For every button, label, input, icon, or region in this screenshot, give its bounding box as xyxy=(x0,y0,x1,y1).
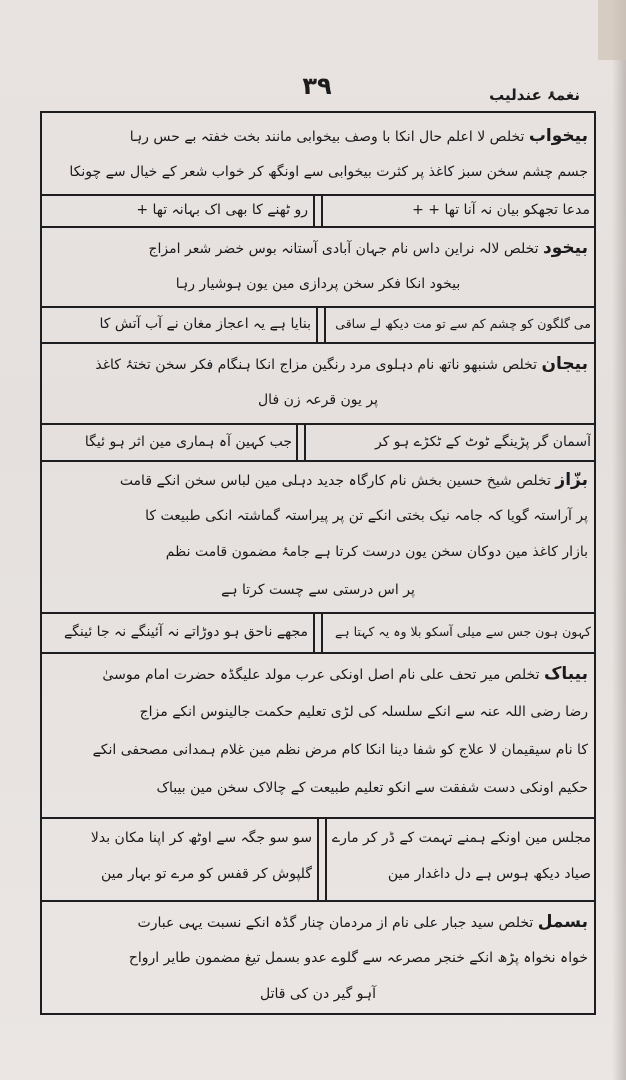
couplet-first-hemistich: کہون ہون جس سے میلی آسکو بلا وہ یہ کہتا ہے xyxy=(334,624,591,639)
entry-line: خواہ نخواہ پڑھ انکے خنجر مصرعہ سے گلوے عدو بسمل تیغ مضمون طایر ارواح xyxy=(128,950,588,966)
entry-line xyxy=(48,352,588,377)
couplet-second-hemistich: جب کہین آہ ہماری مین اثر ہو ئیگا xyxy=(84,434,292,450)
couplet-second-hemistich: رو ٹھنے کا بھی اک بہانہ تھا + xyxy=(136,202,308,218)
couplet-first-hemistich: آسمان گر پڑینگے ٹوٹ کے ٹکڑے ہو کر xyxy=(374,434,591,450)
couplet-second-hemistich: گلپوش کر قفس کو مرے تو بہار مین xyxy=(101,866,312,882)
entry-line: جسم چشم سخن سبز کاغذ پر کثرت بیخوابی سے اونگھ کر خواب شعر کے خیال سے چونکا xyxy=(69,164,588,180)
couplet-divider xyxy=(321,612,323,654)
couplet-first-hemistich: مدعا تجھکو بیان نہ آنا تھا + + xyxy=(412,202,590,218)
row-divider xyxy=(40,423,596,425)
entry-line xyxy=(48,662,588,687)
couplet-divider xyxy=(313,612,315,654)
entry-line xyxy=(48,468,588,493)
couplet-divider xyxy=(296,423,298,462)
page-edge-shadow xyxy=(612,0,626,1080)
entry-line: حکیم اونکی دست شفقت سے انکو تعلیم طبیعت کے چالاک سخن مین بیباک xyxy=(156,780,588,796)
couplet-divider xyxy=(317,817,319,902)
entry-text: تخلص لالہ نراین داس نام جہان آبادی آستانہ بوس خضر شعر امزاج xyxy=(148,241,539,257)
row-divider xyxy=(40,342,596,344)
entry-text: تخلص شیخ حسین بخش نام کارگاہ جدید دہلی مین لباس سخن انکے قامت xyxy=(119,473,551,489)
entry-line: بیخود انکا فکر سخن پردازی مین یون ہوشیار رہا xyxy=(175,276,461,292)
couplet-divider xyxy=(316,306,318,344)
couplet-first-hemistich: صیاد دیکھ ہوس ہے دل داغدار مین xyxy=(387,866,591,882)
entry-headword: بسمل xyxy=(537,912,588,932)
entry-headword: بیخواب xyxy=(528,126,588,146)
entry-line: کا نام سیقیمان لا علاج کو شفا دینا انکا کام مرض نظم مین غلام ہمدانی مصحفی انکے xyxy=(92,742,588,758)
row-divider xyxy=(40,306,596,308)
couplet-second-hemistich: مجھے ناحق ہو دوڑاتے نہ آئینگے نہ جا ئینگے xyxy=(63,624,308,640)
couplet-divider xyxy=(325,817,327,902)
entry-line: پر یون قرعہ زن فال xyxy=(258,392,378,408)
row-divider xyxy=(40,460,596,462)
row-divider xyxy=(40,194,596,196)
entry-headword: بیخود xyxy=(543,238,588,258)
couplet-second-hemistich: سو سو جگہ سے اوٹھ کر اپنا مکان بدلا xyxy=(90,830,312,846)
entry-line xyxy=(48,124,588,149)
entry-line: رضا رضی اللہ عنہ سے انکے سلسلہ کی لڑی تعلیم حکمت جالینوس انکے مزاج xyxy=(139,704,588,720)
couplet-divider xyxy=(324,306,326,344)
entry-line: پر آراستہ گویا کہ جامہ نیک بختی انکے تن پر پیراستہ گماشتہ انکی طبیعت کا xyxy=(145,508,588,524)
couplet-second-hemistich: بنایا ہے یہ اعجاز مغان نے آب آتش کا xyxy=(99,316,311,332)
row-divider xyxy=(40,652,596,654)
entry-headword: بزّاز xyxy=(555,470,588,490)
entry-line: آہو گیر دن کی قاتل xyxy=(259,986,377,1002)
entry-text: تخلص لا اعلم حال انکا با وصف بیخوابی مانند بخت خفتہ بے حس رہا xyxy=(129,129,525,145)
couplet-first-hemistich: مجلس مین اونکے ہمنے تہمت کے ڈر کر مارے xyxy=(331,830,591,846)
couplet-first-hemistich: می گلگون کو چشم کم سے تو مت دیکھ لے ساقی xyxy=(335,316,591,331)
entry-headword: بیجان xyxy=(541,354,588,374)
binding-tape xyxy=(598,0,626,60)
entry-line: پر اس درستی سے چست کرتا ہے xyxy=(221,582,415,598)
couplet-divider xyxy=(313,194,315,228)
entry-text: تخلص سید جبار علی نام از مردمان چنار گڈہ انکے نسبت یہی عبارت xyxy=(137,915,534,931)
running-head: نغمۂ عندلیب xyxy=(489,86,580,104)
entry-text: تخلص شنبھو ناتھ نام دہلوی مرد رنگین مزاج انکا ہنگام فکر سخن تختۂ کاغذ xyxy=(95,357,538,373)
entry-line xyxy=(48,236,588,261)
row-divider xyxy=(40,226,596,228)
entry-line xyxy=(48,910,588,935)
row-divider xyxy=(40,612,596,614)
entry-line: بازار کاغذ مین دوکان سخن یون درست کرتا ہے جامۂ مضمون قامت نظم xyxy=(165,544,588,560)
entry-headword: بیباک xyxy=(543,664,588,684)
page-number: ۳۹ xyxy=(302,72,332,100)
entry-text: تخلص میر تحف علی نام اصل اونکی عرب مولد علیگڈہ حضرت امام موسیٰ xyxy=(102,667,540,683)
couplet-divider xyxy=(304,423,306,462)
couplet-divider xyxy=(321,194,323,228)
